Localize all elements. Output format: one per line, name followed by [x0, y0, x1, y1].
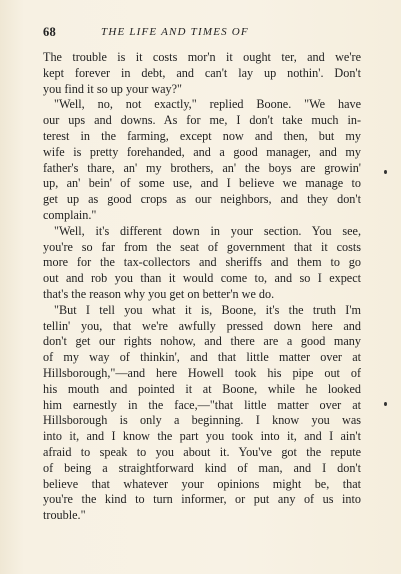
text-line: tellin' you, that we're awfully pressed down here and — [43, 318, 361, 333]
page-header — [43, 25, 361, 41]
text-line: of being a straightforward kind of man, and I don't — [43, 460, 361, 475]
text-line: Hillsborough is only a beginning. I know you was — [43, 413, 361, 428]
text-line: wife is pretty forehanded, and a good manager, and my — [43, 144, 361, 159]
text-line: father's thare, an' my brothers, an' the boys are growin' — [43, 160, 361, 175]
page-number: 68 — [43, 25, 57, 39]
text-line: you're so far from the seat of government that it costs — [43, 239, 361, 254]
text-line: him earnestly in the face,—"that little matter over at — [43, 397, 361, 412]
text-line: out and rob you than it would come to, and so I expect — [43, 271, 361, 286]
text-line: our ups and downs. As for me, I don't take much in- — [43, 113, 361, 128]
text-line: Hillsborough,"—and here Howell took his pipe out of — [43, 365, 361, 380]
text-line: don't get our rights nohow, and there are a good many — [43, 334, 361, 349]
text-line: "Well, no, not exactly," replied Boone. "We have — [54, 97, 361, 112]
running-head: THE LIFE AND TIMES OF — [101, 26, 249, 38]
text-line: trouble." — [43, 508, 86, 523]
text-line: "But I tell you what it is, Boone, it's the truth I'm — [54, 302, 361, 317]
text-line: The trouble is it costs mor'n it ought ter, and we're — [43, 50, 361, 64]
text-line: "Well, it's different down in your section. You see, — [54, 223, 361, 238]
text-line: that's the reason why you get on better'n we do. — [43, 286, 275, 301]
text-line: afraid to speak to you about it. You've got the repute — [43, 444, 361, 459]
text-line: more for the tax-collectors and sheriffs and them to go — [43, 255, 361, 270]
text-line: up, an' bein' of some use, and I believe we manage to — [43, 176, 361, 191]
text-line: you find it so up your way?" — [43, 81, 183, 96]
ink-speck — [384, 170, 387, 174]
text-line: into it, and I know the part you took into it, and I ain't — [43, 429, 361, 444]
text-line: get up as good crops as our neighbors, and they don't — [43, 192, 361, 207]
ink-speck — [384, 402, 387, 406]
text-line: you're the kind to turn informer, or put any of us into — [43, 492, 361, 507]
text-line: of my way of thinkin', and that little matter over at — [43, 350, 361, 365]
text-line: believe that whatever your opinions might be, that — [43, 476, 361, 491]
body-text — [43, 50, 361, 524]
text-line: terest in the farming, except now and then, but my — [43, 128, 361, 143]
text-line: complain." — [43, 207, 97, 222]
text-line: kept forever in debt, and can't lay up nothin'. Don't — [43, 65, 361, 80]
text-line: his mouth and pointed it at Boone, while he looked — [43, 381, 361, 396]
